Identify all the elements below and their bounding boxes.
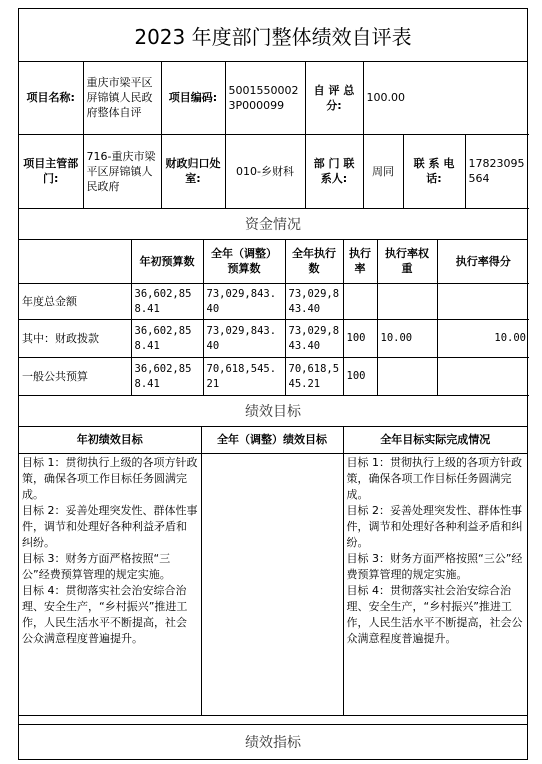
goals-header-actual: 全年目标实际完成情况 [343, 427, 527, 453]
funds-cell: 10.00 [377, 320, 437, 358]
funds-cell: 73,029,843.40 [203, 284, 285, 320]
funds-cell [377, 358, 437, 396]
funds-cell: 70,618,545.21 [203, 358, 285, 396]
funds-header-weight: 执行率权重 [377, 240, 437, 284]
funds-cell [437, 284, 529, 320]
project-code-value: 50015500023P000099 [225, 62, 305, 134]
table-row [19, 358, 529, 396]
dept-value: 716-重庆市梁平区屏锦镇人民政府 [83, 134, 161, 208]
funds-cell: 73,029,843.40 [285, 320, 343, 358]
finance-office-value: 010-乡财科 [225, 134, 305, 208]
funds-section-title: 资金情况 [19, 209, 527, 240]
project-info-table [19, 62, 529, 209]
funds-header-corner [19, 240, 131, 284]
funds-header-score: 执行率得分 [437, 240, 529, 284]
funds-header-adjusted: 全年（调整）预算数 [203, 240, 285, 284]
table-row [19, 320, 529, 358]
project-name-value: 重庆市梁平区屏锦镇人民政府整体自评 [83, 62, 161, 134]
funds-cell: 100 [343, 358, 377, 396]
funds-cell [343, 284, 377, 320]
dept-label: 项目主管部门: [19, 134, 83, 208]
goals-header-initial: 年初绩效目标 [19, 427, 201, 453]
adjusted-goals-text [201, 453, 343, 715]
funds-table [19, 240, 529, 397]
funds-cell: 10.00 [437, 320, 529, 358]
funds-cell: 36,602,858.41 [131, 358, 203, 396]
funds-header-rate: 执行率 [343, 240, 377, 284]
goals-section-title: 绩效目标 [19, 396, 527, 427]
project-name-label: 项目名称: [19, 62, 83, 134]
funds-header-initial: 年初预算数 [131, 240, 203, 284]
funds-row-label: 一般公共预算 [19, 358, 131, 396]
initial-goals-text: 目标 1：贯彻执行上级的各项方针政策，确保各项工作目标任务圆满完成。 目标 2：妥善处理突发性、群体性事件，调节和处理好各种利益矛盾和纠纷。 目标 3：财务方面严格按照“三公”经费预算管理的规定实施。 目标 4：贯彻落实社会治安综合治理、安全生产，“乡村振兴”推进工作，人民生活水平不断提高，社会公众满意程度普遍提升。 [19, 453, 201, 715]
self-evaluation-form [18, 8, 528, 760]
funds-cell: 36,602,858.41 [131, 284, 203, 320]
contact-label: 部 门 联 系人: [305, 134, 363, 208]
funds-cell: 100 [343, 320, 377, 358]
funds-cell: 73,029,843.40 [285, 284, 343, 320]
indicators-section-title: 绩效指标 [19, 724, 527, 759]
total-score-value: 100.00 [363, 62, 529, 134]
total-score-label: 自 评 总 分: [305, 62, 363, 134]
table-row [19, 284, 529, 320]
funds-header-executed: 全年执行数 [285, 240, 343, 284]
funds-cell [377, 284, 437, 320]
funds-cell: 70,618,545.21 [285, 358, 343, 396]
project-code-label: 项目编码: [161, 62, 225, 134]
funds-row-label: 其中：财政拨款 [19, 320, 131, 358]
funds-cell [437, 358, 529, 396]
contact-value: 周同 [363, 134, 403, 208]
goals-table [19, 427, 527, 716]
actual-goals-text: 目标 1：贯彻执行上级的各项方针政策，确保各项工作目标任务圆满完成。 目标 2：妥善处理突发性、群体性事件，调节和处理好各种利益矛盾和纠纷。 目标 3：财务方面严格按照“三公”经费预算管理的规定实施。 目标 4：贯彻落实社会治安综合治理、安全生产，“乡村振兴”推进工作，人民生活水平不断提高，社会公众满意程度普遍提升。 [343, 453, 527, 715]
phone-label: 联 系 电 话: [403, 134, 465, 208]
goals-header-adjusted: 全年（调整）绩效目标 [201, 427, 343, 453]
finance-office-label: 财政归口处室: [161, 134, 225, 208]
funds-row-label: 年度总金额 [19, 284, 131, 320]
phone-value: 17823095564 [465, 134, 529, 208]
form-title: 2023 年度部门整体绩效自评表 [19, 9, 527, 62]
funds-cell: 73,029,843.40 [203, 320, 285, 358]
funds-cell: 36,602,858.41 [131, 320, 203, 358]
